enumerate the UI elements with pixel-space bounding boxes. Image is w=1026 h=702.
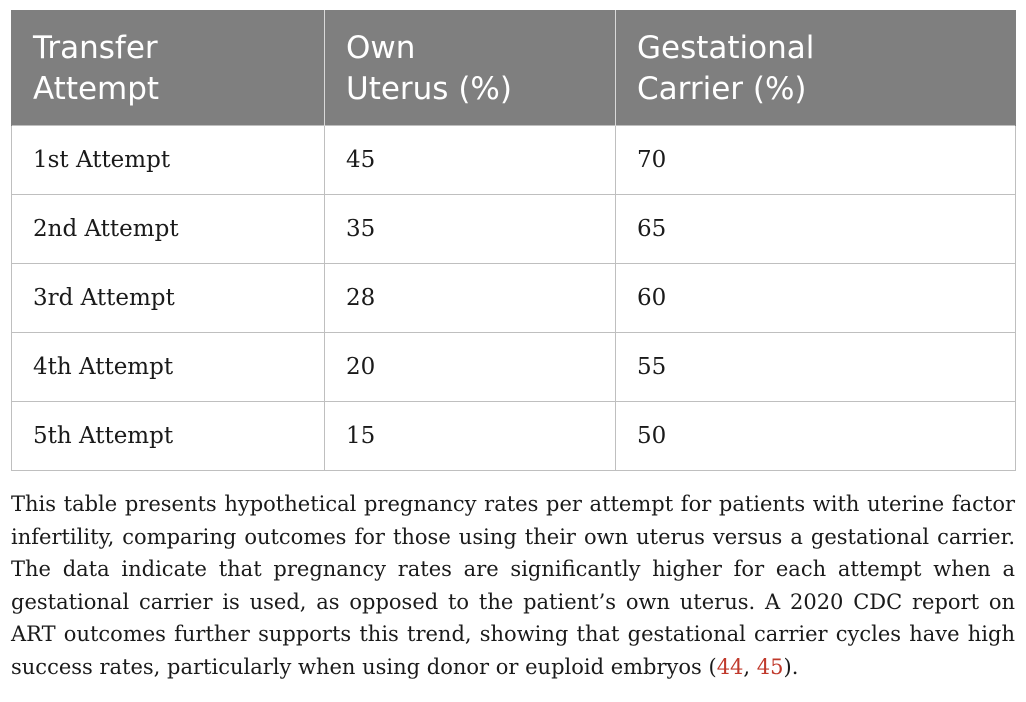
table-row	[12, 333, 1016, 402]
cell-gestational-carrier: 60	[616, 264, 1016, 333]
cell-attempt: 4th Attempt	[12, 333, 325, 402]
table-body	[12, 126, 1016, 471]
cell-gestational-carrier: 65	[616, 195, 1016, 264]
reference-link-45[interactable]: 45	[756, 654, 784, 679]
cell-attempt: 3rd Attempt	[12, 264, 325, 333]
header-line: Carrier (%)	[637, 71, 807, 107]
cell-gestational-carrier: 50	[616, 402, 1016, 471]
header-line: Transfer	[33, 30, 158, 66]
cell-own-uterus: 15	[325, 402, 616, 471]
header-row	[12, 10, 1016, 126]
cell-own-uterus: 45	[325, 126, 616, 195]
table-header	[12, 10, 1016, 126]
cell-attempt: 2nd Attempt	[12, 195, 325, 264]
header-line: Attempt	[33, 71, 160, 107]
table-row	[12, 195, 1016, 264]
cell-own-uterus: 28	[325, 264, 616, 333]
cell-attempt: 5th Attempt	[12, 402, 325, 471]
cell-own-uterus: 20	[325, 333, 616, 402]
cell-own-uterus: 35	[325, 195, 616, 264]
header-line: Own	[346, 30, 416, 66]
table-row	[12, 264, 1016, 333]
data-table-container	[11, 10, 1015, 471]
header-own-uterus	[325, 10, 616, 126]
cell-gestational-carrier: 70	[616, 126, 1016, 195]
table-caption	[11, 488, 1015, 683]
caption-end: ).	[783, 654, 799, 679]
header-line: Gestational	[637, 30, 815, 66]
reference-link-44[interactable]: 44	[716, 654, 744, 679]
caption-text: This table presents hypothetical pregnancy rates per attempt for patients with uterine factor infertility, comparing outcomes for those using their own uterus versus a gestational carrier. The data indicate that pregnancy rates are significantly higher for each attempt when a gestational carrier is used, as opposed to the patient’s own uterus. A 2020 CDC report on ART outcomes further supports this trend, showing that gestational carrier cycles have high success rates, particularly when using donor or euploid embryos (	[11, 492, 1015, 679]
header-gestational-carrier	[616, 10, 1016, 126]
caption-separator: ,	[743, 654, 757, 679]
table-row	[12, 402, 1016, 471]
header-line: Uterus (%)	[346, 71, 512, 107]
pregnancy-rates-table	[11, 10, 1016, 471]
header-transfer-attempt	[12, 10, 325, 126]
table-row	[12, 126, 1016, 195]
cell-attempt: 1st Attempt	[12, 126, 325, 195]
cell-gestational-carrier: 55	[616, 333, 1016, 402]
